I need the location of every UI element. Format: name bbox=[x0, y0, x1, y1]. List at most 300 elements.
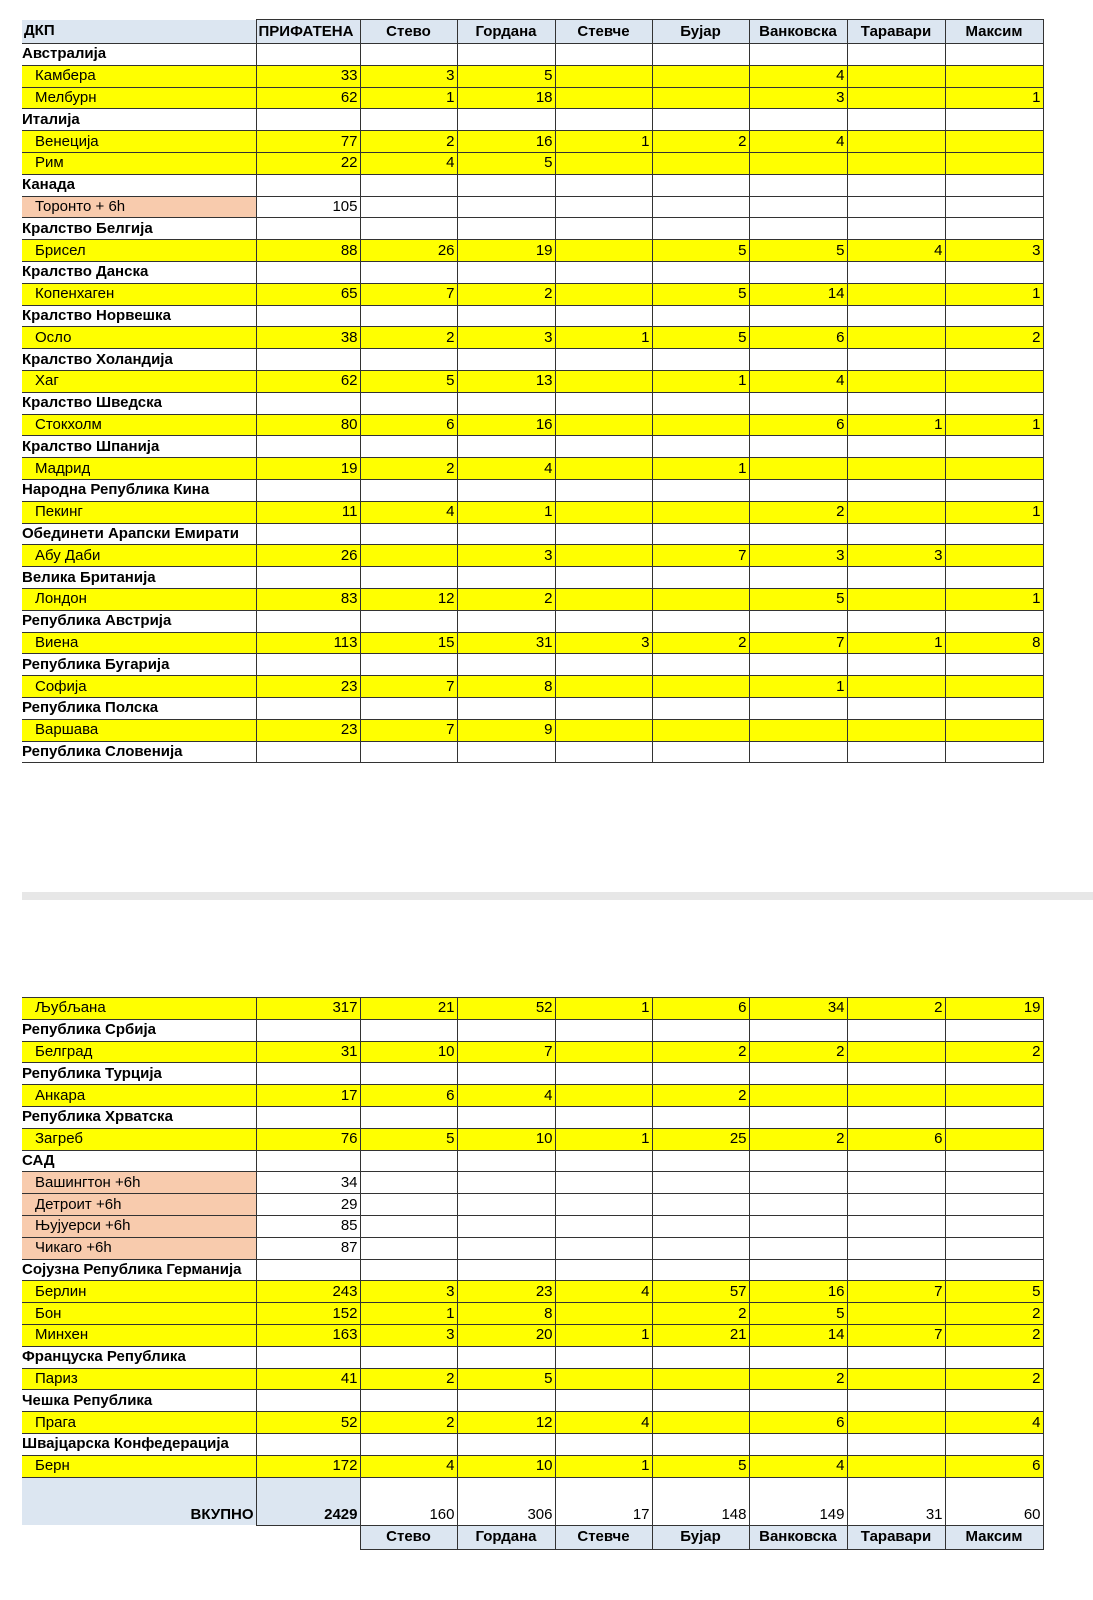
value-cell bbox=[945, 1063, 1043, 1085]
value-cell bbox=[360, 1150, 457, 1172]
value-cell: 317 bbox=[256, 998, 360, 1020]
city-name: Белград bbox=[22, 1041, 256, 1063]
value-cell: 4 bbox=[457, 1085, 555, 1107]
value-cell bbox=[945, 436, 1043, 458]
city-row bbox=[22, 719, 1043, 741]
value-cell: 3 bbox=[945, 240, 1043, 262]
country-name: Кралство Шведска bbox=[22, 392, 256, 414]
value-cell bbox=[749, 741, 847, 763]
value-cell bbox=[360, 1019, 457, 1041]
value-cell: 17 bbox=[256, 1085, 360, 1107]
value-cell bbox=[749, 523, 847, 545]
value-cell bbox=[555, 174, 652, 196]
value-cell bbox=[847, 676, 945, 698]
value-cell bbox=[847, 131, 945, 153]
value-cell bbox=[847, 87, 945, 109]
total-value: 148 bbox=[652, 1477, 749, 1525]
value-cell bbox=[457, 1172, 555, 1194]
value-cell: 87 bbox=[256, 1237, 360, 1259]
value-cell bbox=[360, 654, 457, 676]
value-cell: 13 bbox=[457, 370, 555, 392]
value-cell: 2 bbox=[457, 588, 555, 610]
value-cell bbox=[652, 392, 749, 414]
value-cell: 21 bbox=[652, 1324, 749, 1346]
country-name: Република Србија bbox=[22, 1019, 256, 1041]
value-cell: 31 bbox=[457, 632, 555, 654]
value-cell: 1 bbox=[555, 131, 652, 153]
value-cell: 5 bbox=[945, 1281, 1043, 1303]
value-cell bbox=[256, 218, 360, 240]
value-cell: 2 bbox=[945, 1041, 1043, 1063]
city-row bbox=[22, 1303, 1043, 1325]
value-cell bbox=[652, 349, 749, 371]
value-cell: 14 bbox=[749, 1324, 847, 1346]
value-cell bbox=[256, 174, 360, 196]
value-cell bbox=[945, 545, 1043, 567]
value-cell: 6 bbox=[945, 1455, 1043, 1477]
value-cell bbox=[749, 1019, 847, 1041]
value-cell bbox=[847, 1106, 945, 1128]
city-name: Мадрид bbox=[22, 458, 256, 480]
value-cell: 6 bbox=[360, 1085, 457, 1107]
value-cell: 80 bbox=[256, 414, 360, 436]
value-cell bbox=[847, 1412, 945, 1434]
value-cell bbox=[749, 697, 847, 719]
country-name: Кралство Норвешка bbox=[22, 305, 256, 327]
value-cell bbox=[847, 1041, 945, 1063]
value-cell bbox=[555, 719, 652, 741]
value-cell bbox=[360, 196, 457, 218]
country-row bbox=[22, 741, 1043, 763]
country-name: Народна Република Кина bbox=[22, 479, 256, 501]
value-cell bbox=[256, 349, 360, 371]
value-cell: 2 bbox=[360, 458, 457, 480]
value-cell: 23 bbox=[256, 719, 360, 741]
value-cell: 52 bbox=[256, 1412, 360, 1434]
value-cell: 1 bbox=[847, 414, 945, 436]
value-cell bbox=[945, 1433, 1043, 1455]
value-cell bbox=[847, 1085, 945, 1107]
city-name: Пекинг bbox=[22, 501, 256, 523]
value-cell bbox=[555, 1019, 652, 1041]
value-cell bbox=[555, 1150, 652, 1172]
value-cell bbox=[360, 261, 457, 283]
value-cell: 83 bbox=[256, 588, 360, 610]
value-cell bbox=[652, 196, 749, 218]
value-cell bbox=[457, 218, 555, 240]
value-cell: 2 bbox=[360, 327, 457, 349]
value-cell bbox=[457, 1390, 555, 1412]
value-cell bbox=[360, 567, 457, 589]
value-cell bbox=[847, 370, 945, 392]
value-cell: 2 bbox=[945, 327, 1043, 349]
value-cell bbox=[847, 1455, 945, 1477]
value-cell: 3 bbox=[360, 65, 457, 87]
value-cell bbox=[652, 567, 749, 589]
value-cell: 23 bbox=[457, 1281, 555, 1303]
value-cell bbox=[652, 1019, 749, 1041]
value-cell bbox=[256, 654, 360, 676]
value-cell bbox=[360, 1106, 457, 1128]
country-row bbox=[22, 44, 1043, 66]
country-name: Република Словенија bbox=[22, 741, 256, 763]
city-row bbox=[22, 87, 1043, 109]
value-cell bbox=[256, 741, 360, 763]
country-row bbox=[22, 349, 1043, 371]
value-cell bbox=[749, 1063, 847, 1085]
value-cell bbox=[256, 44, 360, 66]
value-cell bbox=[847, 109, 945, 131]
value-cell bbox=[457, 1237, 555, 1259]
city-row bbox=[22, 1324, 1043, 1346]
country-row bbox=[22, 654, 1043, 676]
value-cell bbox=[457, 523, 555, 545]
country-row bbox=[22, 109, 1043, 131]
city-row bbox=[22, 414, 1043, 436]
value-cell bbox=[749, 458, 847, 480]
value-cell bbox=[945, 676, 1043, 698]
value-cell: 10 bbox=[457, 1455, 555, 1477]
value-cell bbox=[945, 261, 1043, 283]
value-cell bbox=[360, 479, 457, 501]
value-cell bbox=[360, 1390, 457, 1412]
value-cell: 6 bbox=[360, 414, 457, 436]
country-row bbox=[22, 523, 1043, 545]
value-cell bbox=[360, 610, 457, 632]
value-cell bbox=[256, 436, 360, 458]
value-cell: 1 bbox=[555, 998, 652, 1020]
value-cell bbox=[945, 567, 1043, 589]
country-name: Француска Република bbox=[22, 1346, 256, 1368]
value-cell: 2 bbox=[945, 1324, 1043, 1346]
city-name: Анкара bbox=[22, 1085, 256, 1107]
value-cell bbox=[457, 392, 555, 414]
value-cell bbox=[847, 697, 945, 719]
value-cell: 5 bbox=[457, 1368, 555, 1390]
value-cell bbox=[945, 1106, 1043, 1128]
value-cell bbox=[652, 44, 749, 66]
value-cell bbox=[256, 610, 360, 632]
value-cell: 5 bbox=[652, 327, 749, 349]
value-cell: 1 bbox=[945, 87, 1043, 109]
value-cell bbox=[749, 196, 847, 218]
value-cell bbox=[945, 1346, 1043, 1368]
country-row bbox=[22, 1150, 1043, 1172]
value-cell bbox=[945, 392, 1043, 414]
value-cell bbox=[749, 305, 847, 327]
city-name: Мелбурн bbox=[22, 87, 256, 109]
value-cell bbox=[555, 44, 652, 66]
value-cell bbox=[652, 1215, 749, 1237]
value-cell: 52 bbox=[457, 998, 555, 1020]
value-cell: 5 bbox=[360, 1128, 457, 1150]
country-row bbox=[22, 567, 1043, 589]
city-row bbox=[22, 283, 1043, 305]
city-name: Бон bbox=[22, 1303, 256, 1325]
value-cell bbox=[457, 109, 555, 131]
city-name: Вашингтон +6h bbox=[22, 1172, 256, 1194]
value-cell bbox=[555, 1085, 652, 1107]
value-cell bbox=[847, 588, 945, 610]
value-cell bbox=[555, 65, 652, 87]
city-row bbox=[22, 998, 1043, 1020]
value-cell bbox=[555, 545, 652, 567]
city-name: Париз bbox=[22, 1368, 256, 1390]
country-name: Кралство Холандија bbox=[22, 349, 256, 371]
value-cell bbox=[652, 1259, 749, 1281]
value-cell: 3 bbox=[457, 327, 555, 349]
value-cell bbox=[555, 261, 652, 283]
column-header: ДКП bbox=[22, 20, 256, 44]
city-name: Рим bbox=[22, 152, 256, 174]
value-cell bbox=[945, 1215, 1043, 1237]
value-cell bbox=[945, 44, 1043, 66]
value-cell bbox=[945, 1390, 1043, 1412]
table-part-1 bbox=[22, 19, 1044, 763]
value-cell bbox=[555, 1259, 652, 1281]
value-cell bbox=[652, 1412, 749, 1434]
total-value: 17 bbox=[555, 1477, 652, 1525]
value-cell bbox=[652, 1237, 749, 1259]
value-cell: 3 bbox=[457, 545, 555, 567]
value-cell bbox=[652, 1368, 749, 1390]
value-cell bbox=[945, 1019, 1043, 1041]
city-name: Брисел bbox=[22, 240, 256, 262]
country-name: Австралија bbox=[22, 44, 256, 66]
value-cell: 5 bbox=[749, 1303, 847, 1325]
country-name: Република Бугарија bbox=[22, 654, 256, 676]
city-name: Прага bbox=[22, 1412, 256, 1434]
value-cell bbox=[256, 1390, 360, 1412]
city-row bbox=[22, 1041, 1043, 1063]
value-cell bbox=[555, 479, 652, 501]
value-cell: 4 bbox=[555, 1281, 652, 1303]
value-cell: 2 bbox=[652, 1085, 749, 1107]
table-part-2 bbox=[22, 997, 1044, 1550]
value-cell bbox=[652, 676, 749, 698]
value-cell bbox=[457, 1215, 555, 1237]
value-cell bbox=[256, 479, 360, 501]
city-name: Варшава bbox=[22, 719, 256, 741]
country-row bbox=[22, 610, 1043, 632]
value-cell: 16 bbox=[457, 131, 555, 153]
value-cell bbox=[256, 261, 360, 283]
value-cell bbox=[945, 741, 1043, 763]
value-cell: 2 bbox=[749, 1128, 847, 1150]
value-cell: 4 bbox=[749, 1455, 847, 1477]
value-cell bbox=[360, 1215, 457, 1237]
value-cell bbox=[945, 719, 1043, 741]
value-cell bbox=[945, 523, 1043, 545]
value-cell bbox=[555, 305, 652, 327]
value-cell: 4 bbox=[457, 458, 555, 480]
results-table-bottom bbox=[22, 997, 1044, 1550]
value-cell: 10 bbox=[360, 1041, 457, 1063]
value-cell: 7 bbox=[360, 283, 457, 305]
value-cell bbox=[555, 588, 652, 610]
value-cell bbox=[847, 1194, 945, 1216]
value-cell bbox=[749, 1237, 847, 1259]
value-cell bbox=[555, 741, 652, 763]
value-cell bbox=[360, 1237, 457, 1259]
value-cell bbox=[652, 436, 749, 458]
value-cell bbox=[847, 567, 945, 589]
value-cell bbox=[555, 1390, 652, 1412]
value-cell bbox=[457, 1194, 555, 1216]
footer-column-header: Стевче bbox=[555, 1525, 652, 1549]
value-cell bbox=[360, 523, 457, 545]
value-cell: 6 bbox=[749, 414, 847, 436]
country-row bbox=[22, 1019, 1043, 1041]
value-cell bbox=[652, 1346, 749, 1368]
city-row bbox=[22, 131, 1043, 153]
value-cell bbox=[652, 109, 749, 131]
value-cell bbox=[945, 458, 1043, 480]
value-cell: 2 bbox=[360, 1368, 457, 1390]
value-cell bbox=[749, 719, 847, 741]
value-cell bbox=[652, 479, 749, 501]
value-cell bbox=[360, 174, 457, 196]
value-cell: 62 bbox=[256, 370, 360, 392]
column-header: Максим bbox=[945, 20, 1043, 44]
value-cell bbox=[457, 1346, 555, 1368]
value-cell bbox=[847, 719, 945, 741]
value-cell bbox=[945, 370, 1043, 392]
value-cell: 85 bbox=[256, 1215, 360, 1237]
value-cell: 9 bbox=[457, 719, 555, 741]
value-cell bbox=[847, 44, 945, 66]
value-cell bbox=[945, 131, 1043, 153]
value-cell: 2 bbox=[360, 1412, 457, 1434]
value-cell bbox=[555, 414, 652, 436]
results-table-top bbox=[22, 19, 1044, 763]
value-cell: 5 bbox=[652, 1455, 749, 1477]
city-name: Стокхолм bbox=[22, 414, 256, 436]
value-cell: 1 bbox=[652, 370, 749, 392]
country-row bbox=[22, 697, 1043, 719]
value-cell bbox=[360, 1346, 457, 1368]
value-cell: 26 bbox=[360, 240, 457, 262]
value-cell bbox=[847, 436, 945, 458]
value-cell bbox=[847, 523, 945, 545]
value-cell bbox=[652, 261, 749, 283]
value-cell bbox=[457, 349, 555, 371]
footer-blank bbox=[22, 1525, 256, 1549]
value-cell: 4 bbox=[555, 1412, 652, 1434]
value-cell bbox=[749, 479, 847, 501]
value-cell: 4 bbox=[847, 240, 945, 262]
city-row bbox=[22, 1128, 1043, 1150]
city-row bbox=[22, 370, 1043, 392]
value-cell: 19 bbox=[945, 998, 1043, 1020]
value-cell bbox=[652, 305, 749, 327]
value-cell bbox=[256, 1259, 360, 1281]
value-cell bbox=[457, 654, 555, 676]
value-cell: 20 bbox=[457, 1324, 555, 1346]
value-cell bbox=[652, 1390, 749, 1412]
value-cell bbox=[256, 697, 360, 719]
country-row bbox=[22, 261, 1043, 283]
value-cell: 1 bbox=[749, 676, 847, 698]
value-cell: 1 bbox=[555, 1455, 652, 1477]
value-cell bbox=[847, 152, 945, 174]
value-cell bbox=[360, 1194, 457, 1216]
city-name: Лондон bbox=[22, 588, 256, 610]
value-cell bbox=[652, 1172, 749, 1194]
value-cell: 1 bbox=[360, 1303, 457, 1325]
city-name: Чикаго +6h bbox=[22, 1237, 256, 1259]
column-header: Стево bbox=[360, 20, 457, 44]
value-cell bbox=[652, 174, 749, 196]
value-cell bbox=[555, 349, 652, 371]
value-cell bbox=[360, 218, 457, 240]
value-cell bbox=[256, 1019, 360, 1041]
value-cell: 2 bbox=[652, 632, 749, 654]
value-cell bbox=[555, 1106, 652, 1128]
country-name: Република Австрија bbox=[22, 610, 256, 632]
value-cell bbox=[360, 1259, 457, 1281]
value-cell: 4 bbox=[360, 501, 457, 523]
value-cell bbox=[652, 1194, 749, 1216]
city-name: Загреб bbox=[22, 1128, 256, 1150]
value-cell bbox=[360, 44, 457, 66]
value-cell bbox=[847, 349, 945, 371]
value-cell: 21 bbox=[360, 998, 457, 1020]
value-cell bbox=[847, 305, 945, 327]
value-cell: 12 bbox=[457, 1412, 555, 1434]
city-row bbox=[22, 1281, 1043, 1303]
value-cell: 113 bbox=[256, 632, 360, 654]
value-cell: 15 bbox=[360, 632, 457, 654]
value-cell bbox=[945, 1194, 1043, 1216]
value-cell bbox=[457, 261, 555, 283]
country-name: Кралство Белгија bbox=[22, 218, 256, 240]
value-cell bbox=[256, 1063, 360, 1085]
value-cell: 7 bbox=[457, 1041, 555, 1063]
value-cell: 16 bbox=[749, 1281, 847, 1303]
value-cell: 6 bbox=[749, 327, 847, 349]
city-row bbox=[22, 196, 1043, 218]
value-cell bbox=[256, 305, 360, 327]
value-cell bbox=[457, 174, 555, 196]
value-cell bbox=[457, 567, 555, 589]
column-header: Таравари bbox=[847, 20, 945, 44]
value-cell bbox=[360, 545, 457, 567]
value-cell bbox=[749, 1172, 847, 1194]
country-row bbox=[22, 392, 1043, 414]
value-cell bbox=[652, 218, 749, 240]
value-cell: 18 bbox=[457, 87, 555, 109]
value-cell: 8 bbox=[457, 1303, 555, 1325]
city-row bbox=[22, 1215, 1043, 1237]
column-header: Бујар bbox=[652, 20, 749, 44]
footer-header-row bbox=[22, 1525, 1043, 1549]
value-cell: 10 bbox=[457, 1128, 555, 1150]
value-cell bbox=[945, 174, 1043, 196]
value-cell bbox=[945, 654, 1043, 676]
value-cell: 65 bbox=[256, 283, 360, 305]
value-cell bbox=[652, 1106, 749, 1128]
value-cell bbox=[457, 1433, 555, 1455]
value-cell: 4 bbox=[749, 131, 847, 153]
country-name: Велика Британија bbox=[22, 567, 256, 589]
value-cell bbox=[256, 392, 360, 414]
value-cell bbox=[847, 174, 945, 196]
value-cell bbox=[256, 523, 360, 545]
value-cell: 6 bbox=[652, 998, 749, 1020]
value-cell bbox=[555, 283, 652, 305]
value-cell: 2 bbox=[945, 1368, 1043, 1390]
